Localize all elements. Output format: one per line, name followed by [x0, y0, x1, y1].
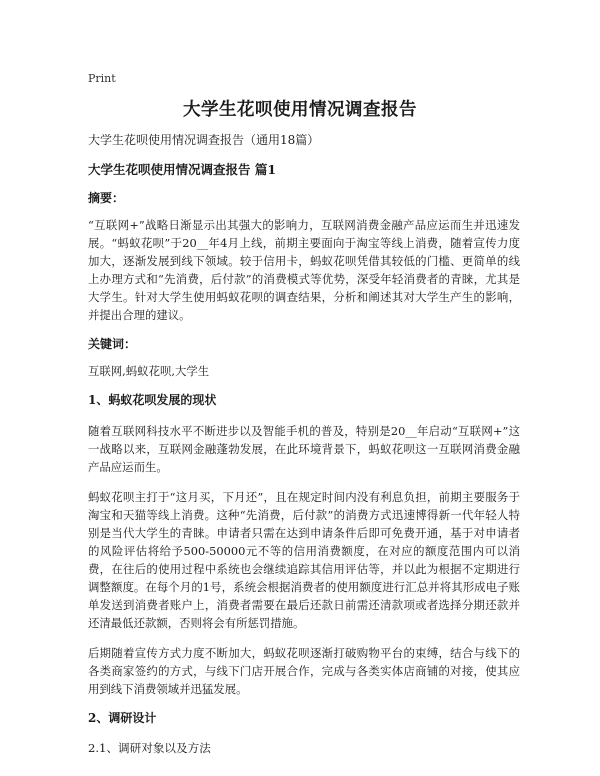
paragraph-background: 随着互联网科技水平不断进步以及智能手机的普及，特别是20__年启动“互联网+”这一战略以来，互联网金融蓬勃发展，在此环境背景下，蚂蚁花呗这一互联网消费金融产品应运而生。	[88, 424, 520, 474]
paragraph-offline-expansion: 后期随着宣传方式力度不断加大，蚂蚁花呗逐渐打破购物平台的束缚，结合与线下的各类商家签约的方式，与线下门店开展合作，完成与各类实体店商铺的对接，使其应用到线下消费领域并迅猛发展。	[88, 646, 520, 696]
document-title: 大学生花呗使用情况调查报告	[183, 100, 417, 120]
heading-research-design: 2、调研设计	[88, 711, 157, 725]
section-title: 大学生花呗使用情况调查报告 篇1	[88, 162, 277, 177]
document-subtitle: 大学生花呗使用情况调查报告（通用18篇）	[88, 133, 320, 147]
keywords-label: 关键词：	[88, 337, 137, 351]
abstract-paragraph: “互联网+”战略日渐显示出其强大的影响力，互联网消费金融产品应运而生并迅速发展。“蚂蚁花呗”于20__年4月上线，前期主要面向于淘宝等线上消费，随着宣传力度加大，逐渐发展到线下领域。较于信用卡，蚂蚁花呗凭借其较低的门槛、更简单的线上办理方式和“先消费，后付款”的消费模式等优势，深受年轻消费者的青睐，尤其是大学生。针对大学生使用蚂蚁花呗的调查结果，分析和阐述其对大学生产生的影响，并提出合理的建议。	[88, 218, 520, 322]
paragraph-mechanism: 蚂蚁花呗主打于“这月买，下月还”，且在规定时间内没有利息负担，前期主要服务于淘宝和天猫等线上消费。这种“先消费，后付款”的消费方式迅速博得新一代年轻人特别是当代大学生的青睐。申请者只需在达到申请条件后即可免费开通，基于对申请者的风险评估将给予500-50000元不等的信用消费额度，在对应的额度范围内可以消费，在往后的使用过程中系统也会继续追踪其信用评估等，并以此为根据不定期进行调整额度。在每个月的1号，系统会根据消费者的使用额度进行汇总并将其形成电子账单发送到消费者账户上，消费者需要在最后还款日前需还清款项或者选择分期还款并还清最低还款额，否则将会有所惩罚措施。	[88, 490, 520, 630]
subheading-research-subjects: 2.1、调研对象以及方法	[88, 741, 211, 755]
document-body	[88, 132, 520, 756]
print-label: Print	[88, 72, 116, 85]
heading-development-status: 1、蚂蚁花呗发展的现状	[88, 393, 217, 407]
abstract-label: 摘要：	[88, 191, 125, 205]
keywords-text: 互联网,蚂蚁花呗,大学生	[88, 364, 210, 378]
